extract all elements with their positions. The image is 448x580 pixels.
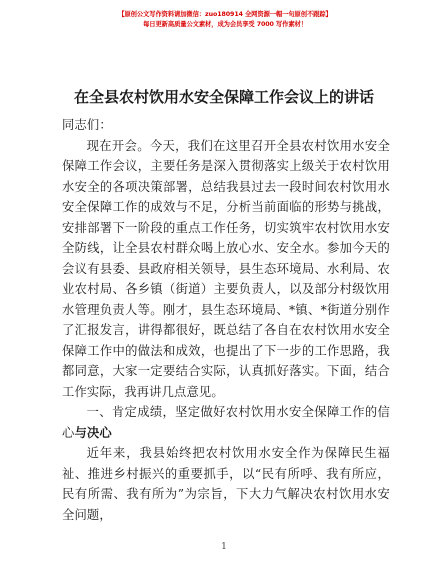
paragraph-2: 近年来，我县始终把农村饮用水安全作为保障民生福祉、推进乡村振兴的重要抓手，以“民有所呼、我有所应，民有所需、我有所为”为宗旨，下大力气解决农村饮用水安全问题， — [62, 446, 390, 522]
promo-banner — [112, 10, 338, 29]
promo-line-1: 【原创公文写作资料请加微信：zuo180914 全网资源一帽一句原创不跟踪】 — [118, 11, 332, 18]
section-heading-tail: 与决心 — [74, 424, 112, 440]
promo-line-2: 每日更新高质量公文素材，成为会员享受 7000 写作素材！ — [143, 20, 307, 28]
page-number: 1 — [221, 542, 227, 552]
paragraph-1: 现在开会。今天，我们在这里召开全县农村饮用水安全保障工作会议，主要任务是深入贯彻落实上级关于农村饮用水安全的各项决策部署，总结我县过去一段时间农村饮用水安全保障工作的成效与不足，分析当前面临的形势与挑战，安排部署下一阶段的重点工作任务，切实筑牢农村饮用水安全防线，让全县农村群众喝上放心水、安全水。参加今天的会议有县委、县政府相关领导，县生态环境局、水利局、农业农村局、各乡镇（街道）主要负责人，以及部分村级饮用水管理负责人等。刚才，县生态环境局、*镇、*街道分别作了汇报发言，讲得都很好，既总结了各自在农村饮用水安全保障工作中的做法和成效，也提出了下一步的工作思路，我都同意，大家一定要结合实际，认真抓好落实。下面，结合工作实际，我再讲几点意见。 — [62, 138, 390, 399]
document-title: 在全县农村饮用水安全保障工作会议上的讲话 — [73, 88, 374, 106]
section-heading-1 — [62, 402, 390, 443]
document-body — [62, 115, 390, 525]
section-heading-lead: 一、肯定成绩，坚定做好农村饮用水安全保障工作的信心 — [62, 405, 390, 440]
salutation: 同志们： — [62, 118, 112, 132]
